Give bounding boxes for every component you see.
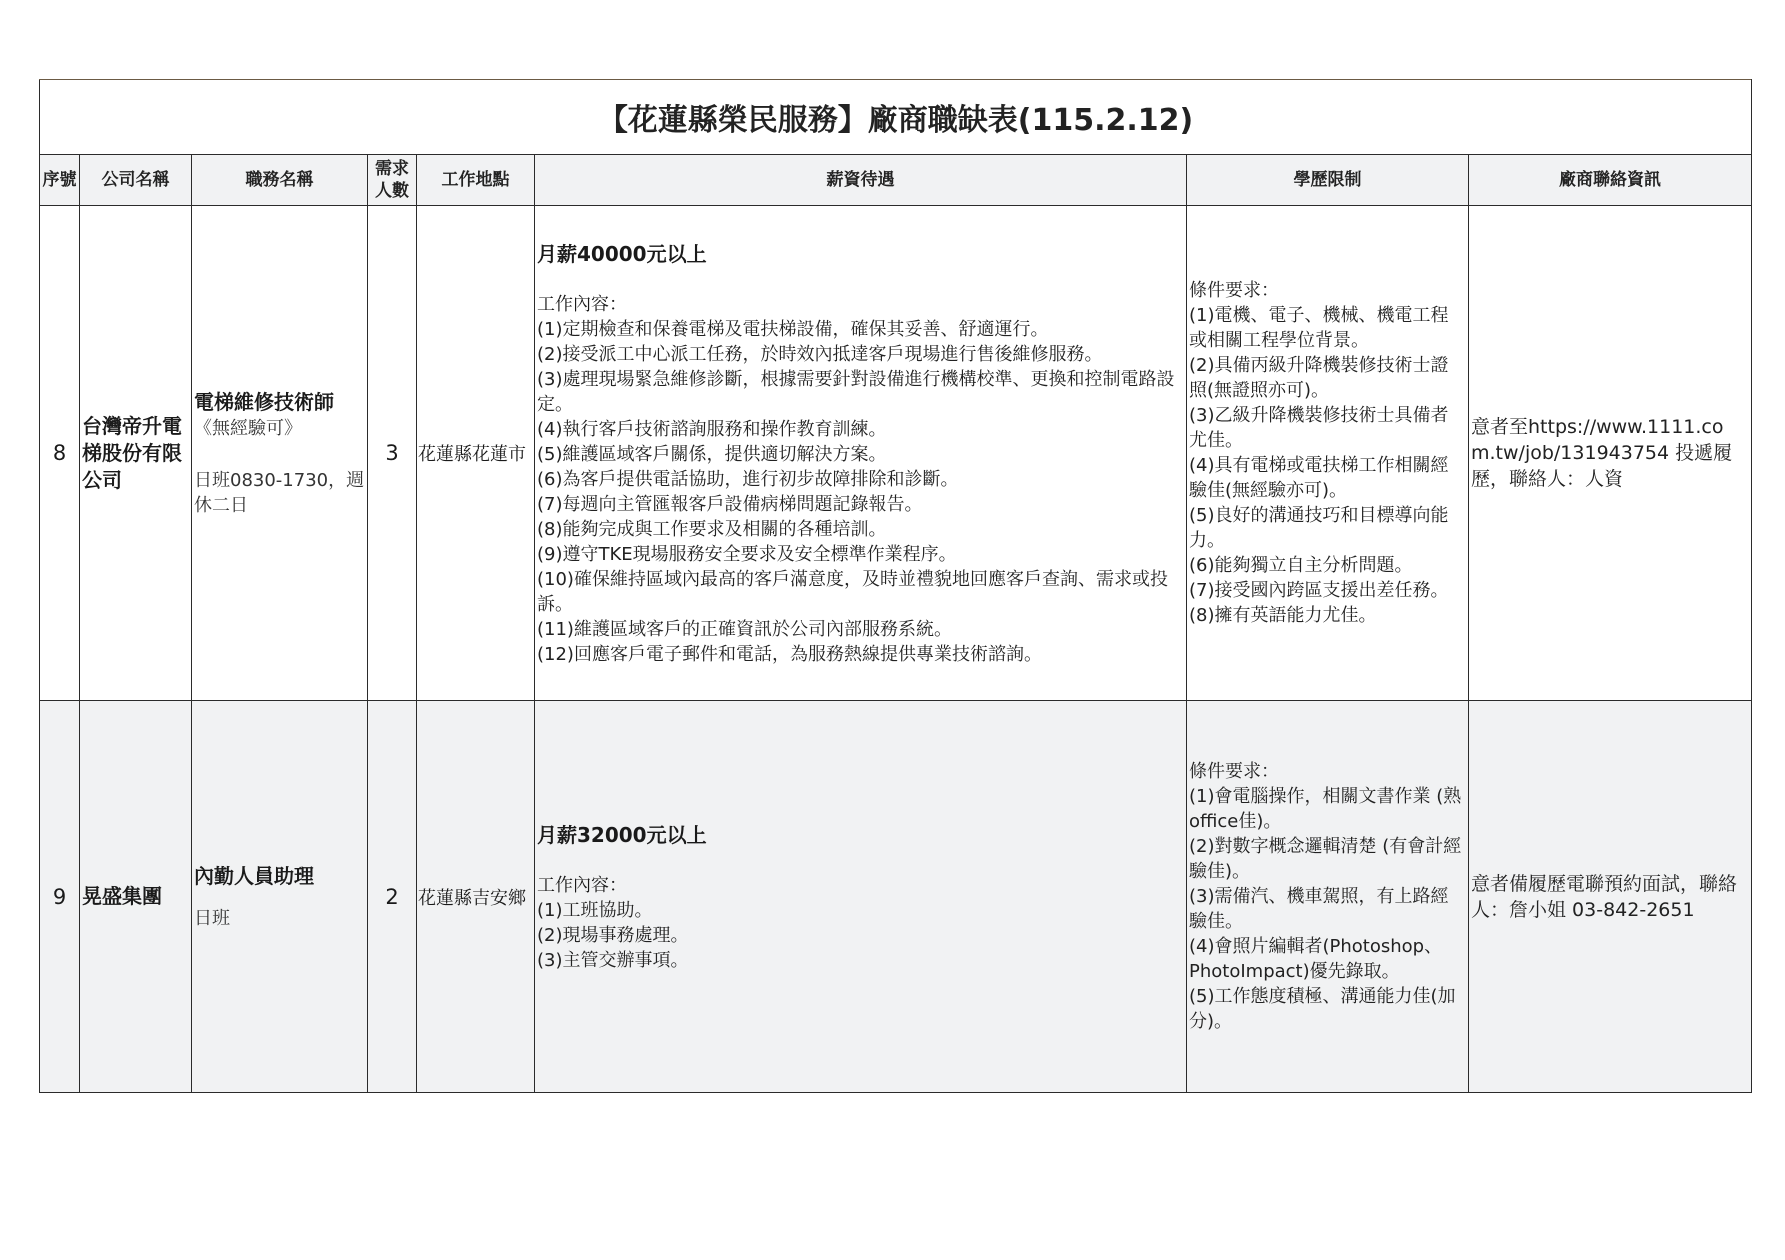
work-item: (7)每週向主管匯報客戶設備病梯問題記錄報告。: [537, 493, 923, 515]
company-name: 台灣帝升電梯股份有限公司: [80, 206, 192, 701]
salary-cell: [535, 206, 1187, 701]
table-row: [40, 206, 1752, 701]
job-note: 《無經驗可》: [194, 417, 302, 439]
salary-cell: [535, 701, 1187, 1093]
requirement-item: (6)能夠獨立自主分析問題。: [1189, 555, 1413, 576]
header-education: 學歷限制: [1187, 155, 1469, 206]
header-row: [40, 155, 1752, 206]
requirement-item: (4)具有電梯或電扶梯工作相關經驗佳(無經驗亦可)。: [1189, 455, 1449, 501]
salary-amount: 月薪32000元以上: [537, 822, 707, 847]
requirement-item: (1)電機、電子、機械、機電工程或相關工程學位背景。: [1189, 305, 1449, 351]
work-item: (2)接受派工中心派工任務，於時效內抵達客戶現場進行售後維修服務。: [537, 343, 1103, 365]
requirement-item: 條件要求：: [1189, 761, 1279, 782]
job-cell: [192, 206, 368, 701]
work-item: (2)現場事務處理。: [537, 924, 689, 946]
requirement-item: (2)對數字概念邏輯清楚 (有會計經驗佳)。: [1189, 836, 1462, 882]
table-row: [40, 701, 1752, 1093]
job-vacancy-sheet: [39, 79, 1751, 1093]
work-content-heading: 工作內容：: [537, 293, 627, 315]
header-salary: 薪資待遇: [535, 155, 1187, 206]
work-item: (4)執行客戶技術諮詢服務和操作教育訓練。: [537, 418, 887, 440]
work-item: (3)主管交辦事項。: [537, 949, 689, 971]
work-item: (11)維護區域客戶的正確資訊於公司內部服務系統。: [537, 618, 952, 640]
work-item: (6)為客戶提供電話協助，進行初步故障排除和診斷。: [537, 468, 959, 490]
header-no: 序號: [40, 155, 80, 206]
salary-amount: 月薪40000元以上: [537, 241, 707, 266]
contact-info: 意者至https://www.1111.com.tw/job/131943754 投遞履歷，聯絡人：人資: [1469, 206, 1752, 701]
work-content-heading: 工作內容：: [537, 874, 627, 896]
header-location: 工作地點: [417, 155, 535, 206]
education-cell: [1187, 206, 1469, 701]
headcount: 2: [368, 701, 417, 1093]
work-location: 花蓮縣吉安鄉: [417, 701, 535, 1093]
contact-info: 意者備履歷電聯預約面試，聯絡人：詹小姐 03-842-2651: [1469, 701, 1752, 1093]
requirement-item: (3)需備汽、機車駕照，有上路經驗佳。: [1189, 886, 1449, 932]
work-item: (3)處理現場緊急維修診斷，根據需要針對設備進行機構校準、更換和控制電路設定。: [537, 368, 1175, 415]
job-vacancy-table: [39, 79, 1752, 1093]
work-item: (9)遵守TKE現場服務安全要求及安全標準作業程序。: [537, 543, 957, 565]
work-item: (8)能夠完成與工作要求及相關的各種培訓。: [537, 518, 887, 540]
education-cell: [1187, 701, 1469, 1093]
requirement-item: (4)會照片編輯者(Photoshop、PhotoImpact)優先錄取。: [1189, 936, 1443, 982]
work-item: (1)工班協助。: [537, 899, 653, 921]
requirement-item: (5)工作態度積極、溝通能力佳(加分)。: [1189, 986, 1456, 1032]
requirement-item: (5)良好的溝通技巧和目標導向能力。: [1189, 505, 1449, 551]
requirement-item: (3)乙級升降機裝修技術士具備者尤佳。: [1189, 405, 1449, 451]
job-title: 內勤人員助理: [194, 863, 314, 888]
header-job: 職務名稱: [192, 155, 368, 206]
job-cell: [192, 701, 368, 1093]
row-number: 9: [40, 701, 80, 1093]
headcount: 3: [368, 206, 417, 701]
header-count: 需求人數: [368, 155, 417, 206]
row-number: 8: [40, 206, 80, 701]
header-company: 公司名稱: [80, 155, 192, 206]
job-shift: 日班: [194, 907, 230, 929]
requirement-item: (8)擁有英語能力尤佳。: [1189, 605, 1377, 626]
requirement-item: (2)具備丙級升降機裝修技術士證照(無證照亦可)。: [1189, 355, 1449, 401]
work-location: 花蓮縣花蓮市: [417, 206, 535, 701]
job-title: 電梯維修技術師: [194, 389, 334, 414]
company-name: 晃盛集團: [80, 701, 192, 1093]
requirement-item: (1)會電腦操作，相關文書作業 (熟office佳)。: [1189, 786, 1462, 832]
requirement-item: (7)接受國內跨區支援出差任務。: [1189, 580, 1449, 601]
document-title: 【花蓮縣榮民服務】廠商職缺表(115.2.12): [40, 80, 1752, 155]
header-contact: 廠商聯絡資訊: [1469, 155, 1752, 206]
work-item: (1)定期檢查和保養電梯及電扶梯設備，確保其妥善、舒適運行。: [537, 318, 1049, 340]
work-item: (12)回應客戶電子郵件和電話，為服務熱線提供專業技術諮詢。: [537, 643, 1042, 665]
requirement-item: 條件要求：: [1189, 280, 1279, 301]
work-item: (5)維護區域客戶關係，提供適切解決方案。: [537, 443, 887, 465]
job-shift: 日班0830-1730，週休二日: [194, 469, 365, 516]
work-item: (10)確保維持區域內最高的客戶滿意度，及時並禮貌地回應客戶查詢、需求或投訴。: [537, 568, 1168, 615]
